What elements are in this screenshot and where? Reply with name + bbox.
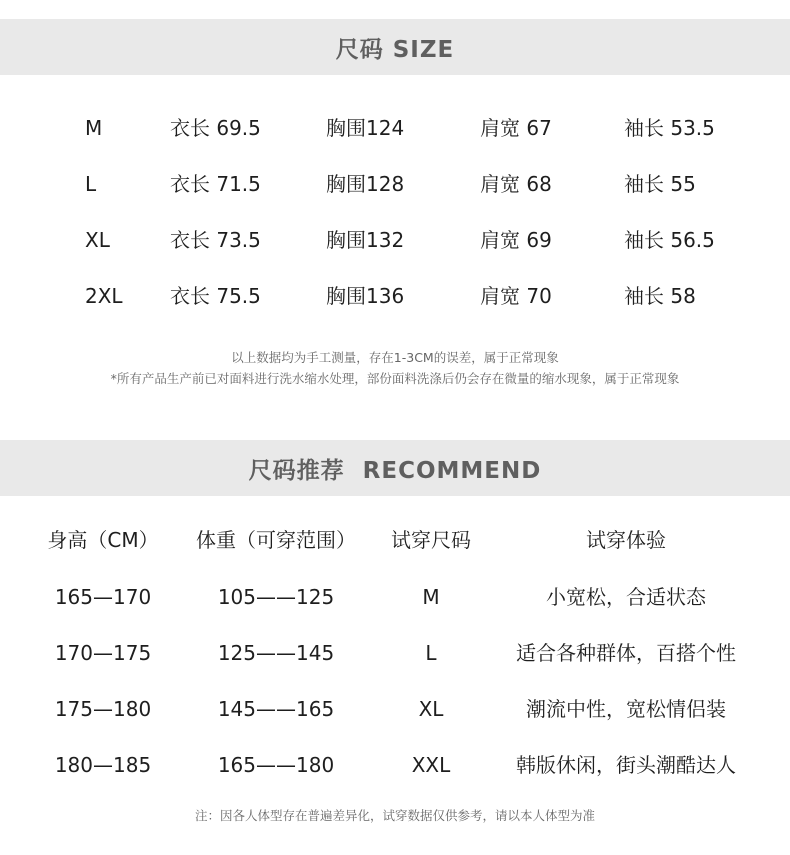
height-range: 180—185 [54,753,152,777]
header-size: 试穿尺码 [391,528,471,552]
weight-range: 125——145 [217,641,335,665]
sleeve-value: 袖长 58 [624,284,696,308]
measurement-note: 以上数据均为手工测量，存在1-3CM的误差，属于正常现象 [231,350,559,365]
footnote: 注：因各人体型存在普遍差异化，试穿数据仅供参考，请以本人体型为准 [194,808,595,823]
fit-experience: 韩版休闲，街头潮酷达人 [516,753,736,777]
header-experience: 试穿体验 [586,528,666,552]
header-weight: 体重（可穿范围） [196,528,356,552]
height-range: 165—170 [54,585,152,609]
size-label: XL [85,228,110,252]
sleeve-value: 袖长 53.5 [624,116,715,140]
weight-range: 145——165 [217,697,335,721]
recommended-size: M [422,585,440,609]
chest-value: 胸围128 [326,172,405,196]
shoulder-value: 肩宽 67 [480,116,552,140]
fit-experience: 潮流中性，宽松情侣装 [526,697,726,721]
fit-experience: 小宽松，合适状态 [546,585,706,609]
sleeve-value: 袖长 56.5 [624,228,715,252]
recommended-size: XL [418,697,444,721]
recommended-size: L [425,641,437,665]
length-value: 衣长 69.5 [170,116,261,140]
shoulder-value: 肩宽 70 [480,284,552,308]
shoulder-value: 肩宽 68 [480,172,552,196]
length-value: 衣长 73.5 [170,228,261,252]
size-section-title: 尺码 SIZE [335,36,455,63]
size-label: 2XL [85,284,123,308]
chest-value: 胸围136 [326,284,405,308]
size-label: L [85,172,97,196]
size-label: M [85,116,103,140]
height-range: 170—175 [54,641,152,665]
fit-experience: 适合各种群体，百搭个性 [516,641,736,665]
chest-value: 胸围124 [326,116,405,140]
size-section-banner [0,19,790,75]
recommended-size: XXL [411,753,451,777]
length-value: 衣长 71.5 [170,172,261,196]
recommend-section-banner [0,440,790,496]
sleeve-value: 袖长 55 [624,172,696,196]
chest-value: 胸围132 [326,228,405,252]
height-range: 175—180 [54,697,152,721]
header-height: 身高（CM） [47,528,159,552]
length-value: 衣长 75.5 [170,284,261,308]
shoulder-value: 肩宽 69 [480,228,552,252]
shrinkage-note: *所有产品生产前已对面料进行洗水缩水处理，部份面料洗涤后仍会存在微量的缩水现象，属于正常现象 [110,371,680,386]
recommend-section-title: 尺码推荐 RECOMMEND [248,457,542,484]
weight-range: 165——180 [217,753,335,777]
weight-range: 105——125 [217,585,335,609]
